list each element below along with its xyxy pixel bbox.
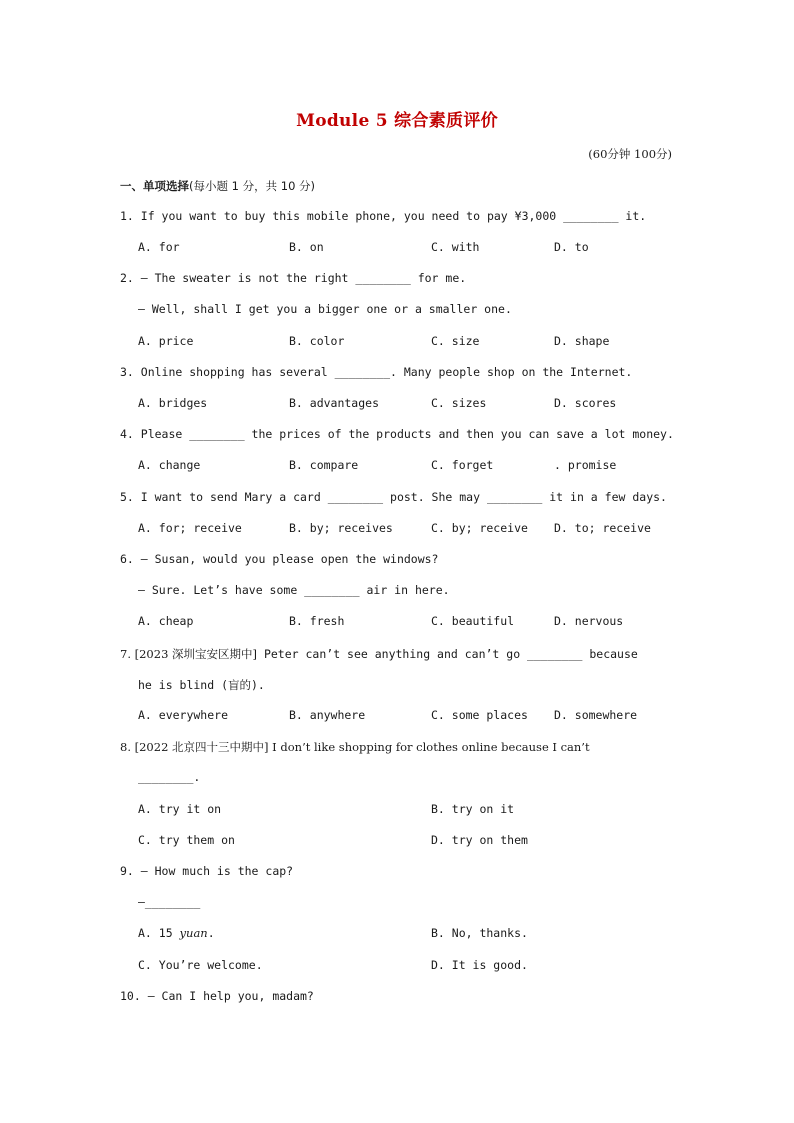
question-4-option-b: B. compare xyxy=(289,458,359,472)
question-5-option-c: C. by; receive xyxy=(431,521,528,535)
question-3-option-c: C. sizes xyxy=(431,396,487,410)
question-8-option-d: D. try on them xyxy=(431,833,528,847)
question-1-stem: 1. If you want to buy this mobile phone, you need to pay ¥3,000 ________ it. xyxy=(120,209,647,223)
section-note: (每小题 1 分，共 10 分) xyxy=(189,179,316,193)
question-9-option-b: B. No, thanks. xyxy=(431,926,528,940)
question-6-option-d: D. nervous xyxy=(554,614,624,628)
question-3-option-b: B. advantages xyxy=(289,396,380,410)
question-2-option-d: D. shape xyxy=(554,334,610,348)
question-8-option-b: B. try on it xyxy=(431,802,515,816)
question-3-stem: 3. Online shopping has several ________. Many people shop on the Internet. xyxy=(120,365,633,379)
question-7-option-b: B. anywhere xyxy=(289,708,366,722)
question-3-option-d: D. scores xyxy=(554,396,617,410)
question-8-option-a: A. try it on xyxy=(138,802,222,816)
question-1-option-b: B. on xyxy=(289,240,324,254)
question-5-stem: 5. I want to send Mary a card ________ post. She may ________ it in a few days. xyxy=(120,490,667,504)
question-1-option-d: D. to xyxy=(554,240,589,254)
question-4-option-d: . promise xyxy=(554,458,617,472)
question-6-option-a: A. cheap xyxy=(138,614,194,628)
question-9-stem: 9. — How much is the cap? xyxy=(120,864,294,878)
question-8-source: 8. [2022 北京四十三中期中] xyxy=(120,740,269,754)
question-8-blank: ________. xyxy=(138,770,201,784)
question-6-reply: — Sure. Let’s have some ________ air in here. xyxy=(138,583,450,597)
page-title: Module 5 综合素质评价 xyxy=(296,111,498,131)
question-7-stem xyxy=(120,646,638,662)
question-4-option-c: C. forget xyxy=(431,458,494,472)
question-8-option-c: C. try them on xyxy=(138,833,235,847)
question-9-option-a: A. 15 yuan. xyxy=(138,926,215,940)
question-9-reply-blank: —________ xyxy=(138,895,201,909)
question-2-option-b: B. color xyxy=(289,334,345,348)
question-5-option-d: D. to; receive xyxy=(554,521,651,535)
question-4-stem: 4. Please ________ the prices of the products and then you can save a lot money. xyxy=(120,427,674,441)
time-score-note: (60分钟 100分) xyxy=(588,147,672,161)
question-6-stem: 6. — Susan, would you please open the windows? xyxy=(120,552,439,566)
question-9-option-d: D. It is good. xyxy=(431,958,528,972)
question-5-option-b: B. by; receives xyxy=(289,521,393,535)
question-10-stem: 10. — Can I help you, madam? xyxy=(120,989,314,1003)
question-2-reply: — Well, shall I get you a bigger one or a smaller one. xyxy=(138,302,512,316)
question-7-continued: he is blind (盲的). xyxy=(138,678,265,692)
section-title: 一、单项选择 xyxy=(120,179,189,193)
question-1-option-c: C. with xyxy=(431,240,480,254)
question-4-option-a: A. change xyxy=(138,458,201,472)
question-2-option-c: C. size xyxy=(431,334,480,348)
question-1-option-a: A. for xyxy=(138,240,180,254)
question-6-option-b: B. fresh xyxy=(289,614,345,628)
question-2-stem: 2. — The sweater is not the right ________ for me. xyxy=(120,271,467,285)
question-7-source: 7. [2023 深圳宝安区期中] xyxy=(120,647,258,661)
question-8-stem xyxy=(120,739,590,755)
question-7-text: Peter can’t see anything and can’t go ________ because xyxy=(257,647,638,661)
question-9-option-a-unit: yuan xyxy=(179,926,208,940)
question-3-option-a: A. bridges xyxy=(138,396,208,410)
question-7-option-c: C. some places xyxy=(431,708,528,722)
section-heading xyxy=(120,178,315,194)
question-9-option-c: C. You’re welcome. xyxy=(138,958,263,972)
question-8-text: I don’t like shopping for clothes online because I can’t xyxy=(268,740,590,754)
question-6-option-c: C. beautiful xyxy=(431,614,515,628)
question-2-option-a: A. price xyxy=(138,334,194,348)
question-5-option-a: A. for; receive xyxy=(138,521,242,535)
question-7-option-a: A. everywhere xyxy=(138,708,229,722)
question-7-option-d: D. somewhere xyxy=(554,708,638,722)
